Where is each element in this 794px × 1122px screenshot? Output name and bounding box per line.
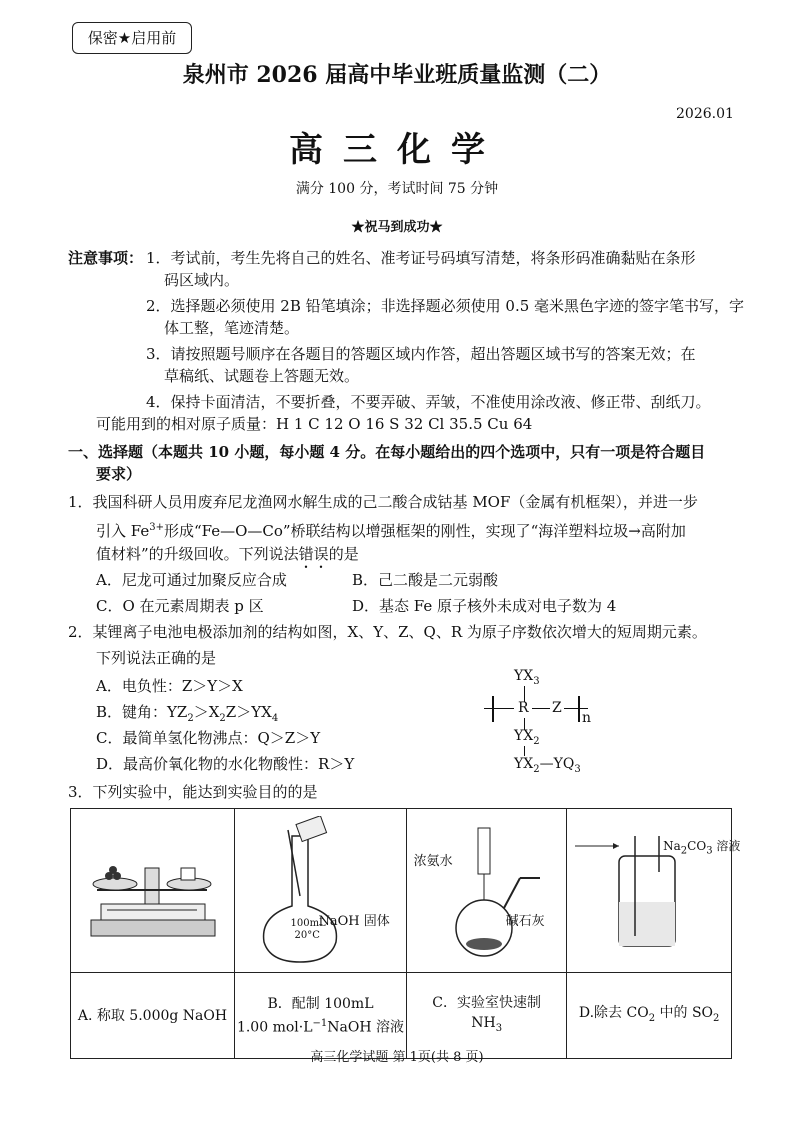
mol-bond	[532, 708, 550, 709]
q3-stem: 3．下列实验中，能达到实验目的的是	[68, 783, 318, 801]
mol-bottom-group: $YX_2—YQ_3$	[514, 756, 581, 775]
page-footer: 高三化学试题 第 1页(共 8 页)	[310, 1050, 484, 1065]
exam-date: 2026.01	[676, 106, 734, 122]
q2-option-c[interactable]: C．最简单氢化物沸点：Q＞Z＞Y	[96, 729, 321, 747]
mol-bond	[524, 746, 525, 756]
q2-option-d[interactable]: D．最高价氧化物的水化物酸性：R＞Y	[96, 755, 355, 773]
mol-atom-z: Z	[552, 700, 562, 716]
mol-atom-r: R	[518, 700, 529, 716]
good-luck-line: ★祝马到成功★	[351, 220, 443, 235]
q1-stem-line2: 引入 $Fe^{3+}$形成“Fe—O—Co”桥联结构以增强框架的刚性，实现了“海洋塑料垃圾→高附加	[96, 522, 686, 540]
flask-volume-mark: 100mL	[290, 917, 326, 929]
mol-top-group: $YX_3$	[514, 668, 540, 687]
note-item: 码区域内。	[164, 271, 240, 289]
notes-label: 注意事项：	[68, 249, 144, 267]
na2co3-label: $Na_2CO_3$ 溶液	[663, 838, 741, 856]
q1-stem: 1．我国科研人员用废弃尼龙渔网水解生成的己二酸合成钴基 MOF（金属有机框架），并进一步	[68, 493, 698, 511]
answer-a[interactable]: A. 称取 5.000g NaOH	[71, 973, 235, 1059]
balance-icon	[77, 828, 227, 948]
q1-option-b[interactable]: B．己二酸是二元弱酸	[352, 571, 499, 589]
conc-ammonia-label: 浓氨水	[413, 853, 453, 869]
q1-option-c[interactable]: C．O 在元素周期表 p 区	[96, 597, 264, 615]
mol-bond	[484, 708, 514, 709]
mol-repeat-n: n	[582, 710, 592, 726]
confidential-badge: 保密★启用前	[72, 22, 192, 54]
mol-bracket-right	[578, 696, 580, 722]
cell-c-image[interactable]	[407, 809, 567, 973]
score-info: 满分 100 分，考试时间 75 分钟	[295, 181, 499, 197]
note-item: 4．保持卡面清洁，不要折叠，不要弄破、弄皱，不准使用涂改液、修正带、刮纸刀。	[146, 393, 711, 411]
answer-d[interactable]: D.除去 $CO_2$ 中的 $SO_2$	[567, 973, 732, 1059]
q1-stem-line3: 值材料”的升级回收。下列说法错误的是	[96, 545, 359, 563]
q2-option-a[interactable]: A．电负性：Z＞Y＞X	[96, 677, 243, 695]
mol-bracket-left	[492, 696, 494, 722]
answer-b[interactable]: B．配制 100mL 1.00 $mol\cdot L^{-1}NaOH$ 溶液	[234, 973, 406, 1059]
mol-low-group: $YX_2$	[514, 728, 540, 747]
note-item: 2．选择题必须使用 2B 铅笔填涂；非选择题必须使用 0.5 毫米黑色字迹的签字笔书写，字	[146, 297, 745, 315]
q2-structure-diagram	[484, 668, 624, 780]
ammonia-apparatus-icon	[412, 816, 562, 966]
note-item: 草稿纸、试题卷上答题无效。	[164, 367, 360, 385]
q2-stem-line2: 下列说法正确的是	[96, 649, 217, 667]
q1-option-a[interactable]: A．尼龙可通过加聚反应合成	[96, 571, 287, 589]
q2-option-b[interactable]: B．键角：$YZ_2>X_2Z>YX_4$	[96, 703, 279, 724]
mol-bond	[564, 708, 588, 709]
note-item: 体工整，笔迹清楚。	[164, 319, 300, 337]
note-item: 3．请按照题号顺序在各题目的答题区域内作答，超出答题区域书写的答案无效；在	[146, 345, 696, 363]
section-title: 一、选择题（本题共 10 小题，每小题 4 分。在每小题给出的四个选项中，只有一项是符合题目	[68, 443, 706, 461]
q2-stem: 2．某锂离子电池电极添加剂的结构如图，X、Y、Z、Q、R 为原子序数依次增大的短周期元素。	[68, 623, 707, 641]
q1-option-d[interactable]: D．基态 Fe 原子核外未成对电子数为 4	[352, 597, 617, 615]
subject-title: 高三化学	[289, 130, 505, 170]
q3-experiment-table	[70, 808, 741, 1059]
naoh-solid-label: NaOH 固体	[318, 913, 390, 929]
flask-temp-mark: 20°C	[294, 929, 320, 941]
cell-d-image[interactable]	[567, 809, 741, 973]
emphasis-wrong: 错误	[298, 545, 329, 563]
cell-a-image[interactable]	[71, 809, 235, 973]
note-item: 1．考试前，考生先将自己的姓名、准考证号码填写清楚，将条形码准确黏贴在条形	[146, 249, 696, 267]
cell-b-image[interactable]	[234, 809, 406, 973]
soda-lime-label: 碱石灰	[505, 913, 545, 929]
atomic-mass-line: 可能用到的相对原子质量：H 1 C 12 O 16 S 32 Cl 35.5 Cu 64	[96, 415, 533, 433]
exam-title: 泉州市 2026 届高中毕业班质量监测（二）	[182, 62, 612, 88]
answer-c[interactable]: C．实验室快速制 $NH_3$	[407, 973, 567, 1059]
section-title-cont: 要求）	[96, 465, 142, 483]
